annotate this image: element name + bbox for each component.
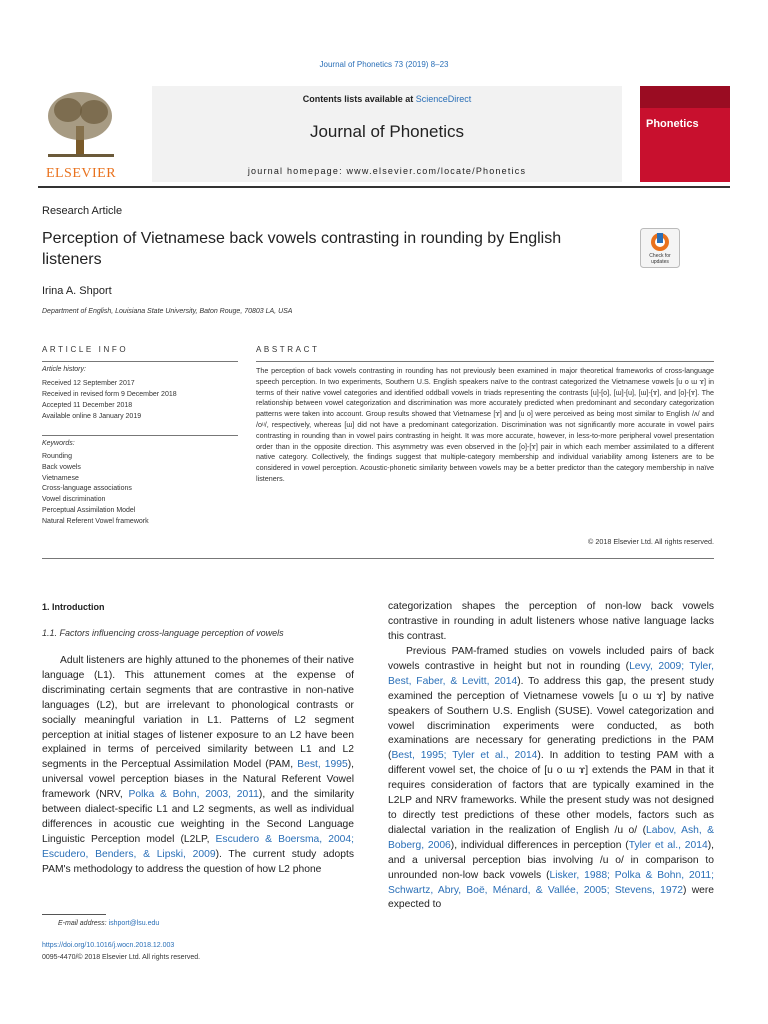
issn-line: 0095-4470/© 2018 Elsevier Ltd. All rights reserved. bbox=[42, 954, 201, 961]
citation-link[interactable]: Escudero & Boersma, 2004; Escudero, Benders, & Lipski, 2009 bbox=[42, 833, 354, 860]
sciencedirect-link[interactable]: ScienceDirect bbox=[415, 94, 472, 104]
right-column-continuation: categorization shapes the perception of non-low back vowels contrastive in rounding in adult listeners whose native language lacks this contrast. bbox=[388, 601, 714, 642]
keyword: Vietnamese bbox=[42, 474, 79, 482]
keywords-list bbox=[42, 452, 242, 528]
citation-link[interactable]: Polka & Bohn, 2003, 2011 bbox=[128, 789, 259, 801]
journal-title: Journal of Phonetics bbox=[309, 122, 465, 141]
keywords-label: Keywords: bbox=[42, 440, 75, 447]
footnote-email: E-mail address: ishport@lsu.edu bbox=[58, 920, 160, 927]
journal-homepage[interactable]: journal homepage: www.elsevier.com/locate/Phonetics bbox=[247, 166, 527, 176]
history-item: Received 12 September 2017 bbox=[42, 380, 135, 387]
journal-cover[interactable] bbox=[640, 86, 730, 182]
citation-link[interactable]: Best, 1995 bbox=[297, 759, 348, 771]
citation-link[interactable]: Levy, 2009; Tyler, Best, Faber, & Levitt, 2014 bbox=[388, 660, 714, 687]
history-item: Available online 8 January 2019 bbox=[42, 413, 142, 420]
header-rule bbox=[38, 186, 730, 188]
left-column-paragraph: Adult listeners are highly attuned to the phonemes of their native language (L1). This attunement comes at the expense of discriminating certain segments that are contrastive in non-native languages (L2), but are irrelevant to phonological contrasts or socially meaningful variation in L1. Patterns of L2 segment perception at initial stages of listener exposure to an L2 have been explained in terms of perceived similarity between L1 and L2 segments in the Perceptual Assimilation Model (PAM, Best, 1995), universal vowel perception biases in the Natural Referent Vowel framework (NRV, Polka & Bohn, 2003, 2011), and the similarity between dialect-specific L1 and L2 segments, as well as individual differences in acoustic cue weighting in the Second Language Linguistic Perception model (L2LP, Escudero & Boersma, 2004; Escudero, Benders, & Lipski, 2009). The current study adopts PAM's methodology to address the question of how L2 phone bbox=[42, 655, 354, 875]
elsevier-wordmark: ELSEVIER bbox=[45, 166, 117, 181]
citation-link[interactable]: Lisker, 1988; Polka & Bohn, 2011; Schwartz, Abry, Boë, Ménard, & Vallée, 2005; Stevens, 1972 bbox=[388, 869, 714, 896]
article-info-heading: ARTICLE INFO bbox=[42, 345, 129, 354]
article-info-rule bbox=[42, 361, 238, 362]
history-item: Accepted 11 December 2018 bbox=[42, 402, 133, 409]
article-type: Research Article bbox=[42, 205, 123, 217]
keyword: Perceptual Assimilation Model bbox=[42, 506, 136, 514]
subsection-heading: 1.1. Factors influencing cross-language perception of vowels bbox=[42, 628, 284, 638]
doi-link[interactable]: https://doi.org/10.1016/j.wocn.2018.12.003 bbox=[42, 942, 175, 949]
keyword: Back vowels bbox=[42, 463, 81, 471]
abstract-text: The perception of back vowels contrasting in rounding has not previously been examined in major theoretical frameworks of cross-language speech perception. In two experiments, Southern U.S. English speakers naïve to the contrast categorized the Vietnamese vowels [u o ɯ ɤ] in terms of their native vowel categories and identified oddball vowels in triads representing the contrasts [u]-[o], [ɯ]-[u], [ɯ]-[ɤ], and [o]-[ɤ]. The relationship between vowel categorization and discrimination was more accurately predicted when predominant and secondary categorization patterns were taken into account. Group results showed that Vietnamese [ɤ] and [u o] were perceived as being most similar to English /ʌ/ and /oᵘ/, respectively, whereas [ɯ] did not have a predominant categorization. Discrimination was not significantly more accurate in vowel pairs contrasting in rounding than in vowel pairs contrasting in height. It was more accurate, however, in less-to-more peripheral vowel presentation order than in the opposite direction. This asymmetry was even observed in the [o]-[ɤ] pair in which each member assimilated to a different native category. Collectively, the findings suggest that multiple-category membership and individual variability among listeners are to be considered in vowel perception. Acoustic-phonetic similarity between vowels may be a better predictor than the category membership in naïve listeners. bbox=[256, 366, 714, 483]
right-column-paragraph: Previous PAM-framed studies on vowels included pairs of back vowels contrastive in height but not in rounding (Levy, 2009; Tyler, Best, Faber, & Levitt, 2014). To address this gap, the present study examined the perception of Vietnamese vowels [u o ɯ ɤ] by native speakers of Southern U.S. English (SUSE). Vowel categorization and vowel discrimination experiments were conducted, as both examinations are necessary for generating predictions in the PAM (Best, 1995; Tyler et al., 2014). In addition to testing PAM with a different vowel set, the choice of [u o ɯ ɤ] extends the PAM in that it requires consideration of factors that are typically examined in the L2LP and NRV frameworks. While the present study was not designed to directly test predictions of these other models, factors such as dialectal variation in the realization of English /u o/ (Labov, Ash, & Boberg, 2006), individual differences in perception (Tyler et al., 2014), and a universal perception bias involving /u o/ in comparison to unrounded non-low back vowels (Lisker, 1988; Polka & Bohn, 2011; Schwartz, Abry, Boë, Ménard, & Vallée, 2005; Stevens, 1972) were expected to bbox=[388, 646, 715, 911]
contents-line: Contents lists available at ScienceDirect bbox=[302, 94, 472, 104]
abstract-heading: ABSTRACT bbox=[256, 345, 320, 354]
author-affiliation: Department of English, Louisiana State University, Baton Rouge, 70803 LA, USA bbox=[42, 308, 293, 315]
abstract-bottom-rule bbox=[42, 558, 714, 559]
article-title: Perception of Vietnamese back vowels contrasting in rounding by English listeners bbox=[42, 230, 562, 268]
journal-reference[interactable]: Journal of Phonetics 73 (2019) 8–23 bbox=[319, 60, 449, 69]
footnote-rule bbox=[42, 914, 106, 915]
email-link[interactable]: ishport@lsu.edu bbox=[108, 920, 160, 927]
keywords-rule bbox=[42, 435, 238, 436]
keyword: Cross-language associations bbox=[42, 485, 132, 493]
abstract-copyright: © 2018 Elsevier Ltd. All rights reserved. bbox=[588, 537, 714, 546]
author-name: Irina A. Shport bbox=[42, 285, 112, 297]
citation-link[interactable]: Labov, Ash, & Boberg, 2006 bbox=[388, 824, 714, 851]
check-for-updates-label[interactable]: Check for updates bbox=[649, 253, 671, 265]
keyword: Rounding bbox=[42, 453, 72, 460]
history-item: Received in revised form 9 December 2018 bbox=[42, 391, 177, 398]
abstract-rule bbox=[256, 361, 714, 362]
cover-band bbox=[640, 86, 730, 108]
citation-link[interactable]: Tyler et al., 2014 bbox=[628, 839, 708, 851]
keyword: Vowel discrimination bbox=[42, 496, 106, 504]
keyword: Natural Referent Vowel framework bbox=[42, 517, 149, 525]
citation-link[interactable]: Best, 1995; Tyler et al., 2014 bbox=[391, 750, 538, 762]
cover-title: Phonetics bbox=[646, 118, 699, 130]
section-heading: 1. Introduction bbox=[42, 602, 105, 612]
history-label: Article history: bbox=[42, 366, 86, 373]
article-history bbox=[42, 378, 242, 422]
